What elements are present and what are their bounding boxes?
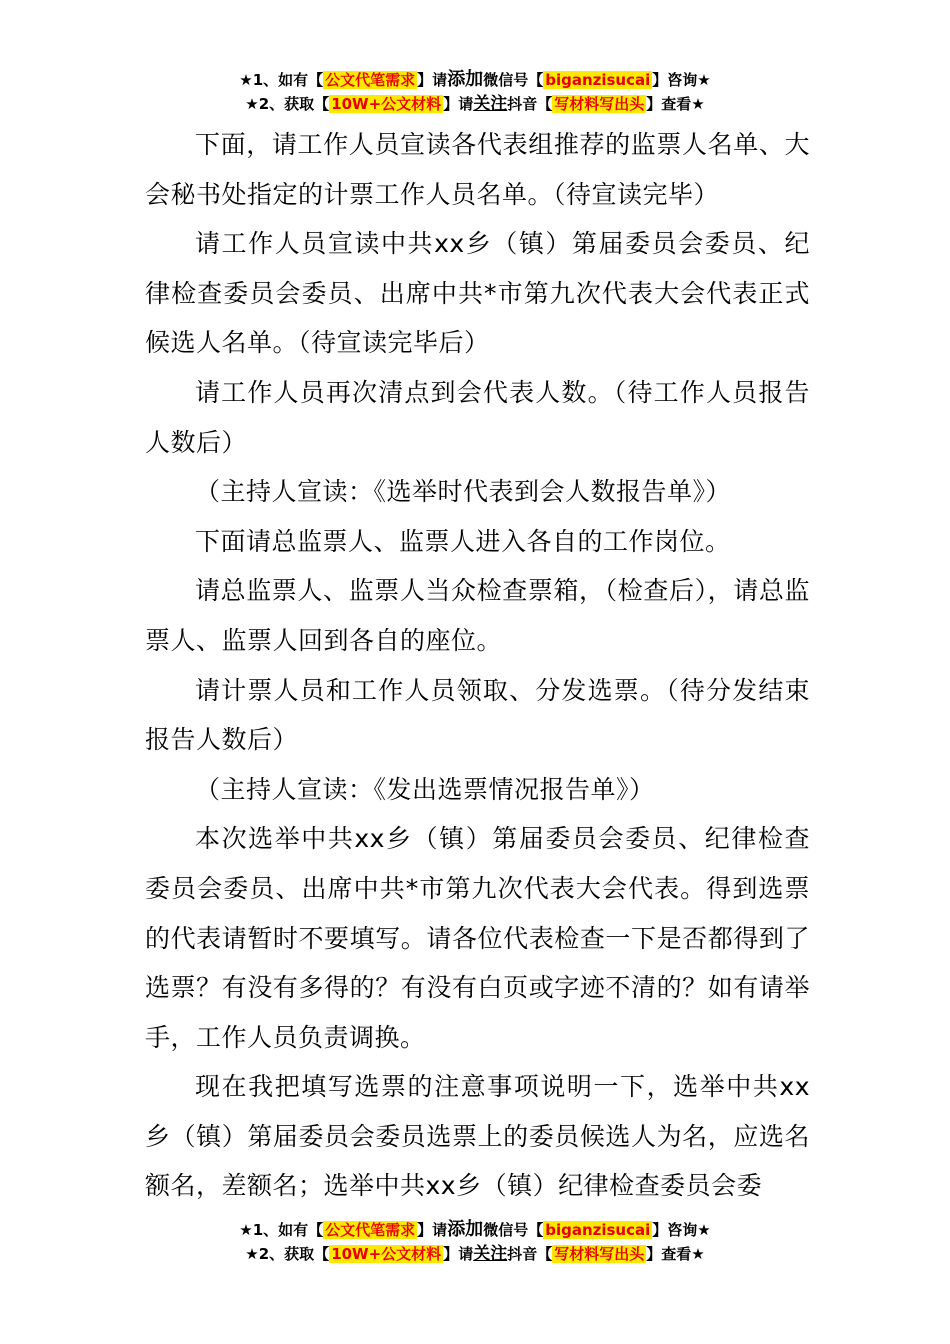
banner-text: 抖音【 <box>507 1245 553 1263</box>
banner-line-1 <box>0 68 950 92</box>
banner-text: 微信号【 <box>483 1221 544 1239</box>
paragraph: （主持人宣读：《发出选票情况报告单》） <box>195 774 655 804</box>
banner-text: ★1、如有【 <box>239 71 324 89</box>
paragraph: 请总监票人、监票人当众检查票箱，（检查后），请总监票人、监票人回到各自的座位。 <box>145 576 810 655</box>
banner-line-2 <box>0 92 950 116</box>
banner-highlight: 10W+公文材料 <box>331 1245 442 1263</box>
banner-highlight: 公文代笔需求 <box>325 71 416 89</box>
banner-emphasis: 关注 <box>473 1244 508 1264</box>
banner-highlight: 写材料写出头 <box>554 1245 645 1263</box>
paragraph: （主持人宣读：《选举时代表到会人数报告单》） <box>195 477 732 507</box>
banner-highlight: 10W+公文材料 <box>331 95 442 113</box>
banner-highlight: 写材料写出头 <box>554 95 645 113</box>
banner-emphasis: 添加 <box>447 1219 484 1240</box>
banner-emphasis: 添加 <box>447 69 484 90</box>
banner-text: 】查看★ <box>646 1245 705 1263</box>
document-body <box>145 120 810 1211</box>
banner-text: 微信号【 <box>483 71 544 89</box>
banner-emphasis: 关注 <box>473 94 508 114</box>
header-banner <box>0 68 950 116</box>
paragraph: 现在我把填写选票的注意事项说明一下，选举中共xx乡（镇）第届委员会委员选票上的委员候选人为名，应选名额名，差额名；选举中共xx乡（镇）纪律检查委员会委 <box>145 1072 810 1201</box>
banner-highlight: biganzisucai <box>545 1221 651 1239</box>
paragraph: 请工作人员再次清点到会代表人数。（待工作人员报告人数后） <box>145 377 810 457</box>
banner-text: 】请 <box>417 71 448 89</box>
banner-text: 】咨询★ <box>652 71 711 89</box>
banner-highlight: biganzisucai <box>545 71 651 89</box>
banner-text: 】请 <box>443 1245 474 1263</box>
banner-line-2 <box>0 1242 950 1266</box>
footer-banner <box>0 1218 950 1266</box>
paragraph: 请计票人员和工作人员领取、分发选票。（待分发结束报告人数后） <box>145 675 810 755</box>
paragraph: 本次选举中共xx乡（镇）第届委员会委员、纪律检查委员会委员、出席中共*市第九次代表大会代表。得到选票的代表请暂时不要填写。请各位代表检查一下是否都得到了选票？有没有多得的？有没有白页或字迹不清的？如有请举手，工作人员负责调换。 <box>145 824 810 1052</box>
banner-text: 】查看★ <box>646 95 705 113</box>
banner-text: 】请 <box>443 95 474 113</box>
paragraph: 请工作人员宣读中共xx乡（镇）第届委员会委员、纪律检查委员会委员、出席中共*市第九次代表大会代表正式候选人名单。（待宣读完毕后） <box>145 229 810 358</box>
banner-text: 抖音【 <box>507 95 553 113</box>
paragraph: 下面，请工作人员宣读各代表组推荐的监票人名单、大会秘书处指定的计票工作人员名单。（待宣读完毕） <box>145 130 810 209</box>
banner-text: 】请 <box>417 1221 448 1239</box>
paragraph: 下面请总监票人、监票人进入各自的工作岗位。 <box>195 526 731 556</box>
banner-text: ★2、获取【 <box>245 1245 330 1263</box>
banner-text: ★2、获取【 <box>245 95 330 113</box>
banner-text: ★1、如有【 <box>239 1221 324 1239</box>
banner-text: 】咨询★ <box>652 1221 711 1239</box>
banner-line-1 <box>0 1218 950 1242</box>
banner-highlight: 公文代笔需求 <box>325 1221 416 1239</box>
